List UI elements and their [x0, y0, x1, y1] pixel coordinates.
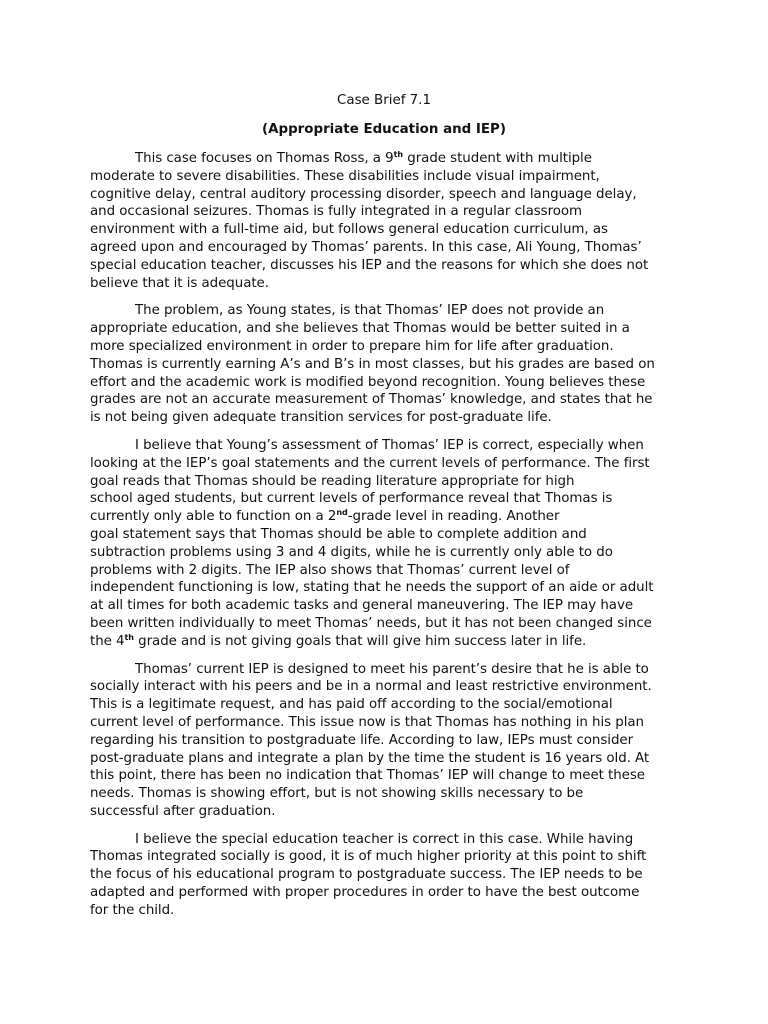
line-text: regarding his transition to postgraduate life. According to law, IEPs must consider [90, 732, 634, 748]
body-paragraph [90, 661, 690, 821]
paragraph-line [90, 338, 690, 356]
ordinal-superscript: th [393, 150, 404, 159]
line-text: cognitive delay, central auditory processing disorder, speech and language delay, [90, 186, 637, 202]
body-paragraph [90, 150, 690, 292]
paragraph-line [90, 320, 690, 338]
paragraph-line [90, 150, 690, 168]
paragraph-line [90, 409, 690, 427]
paragraph-line [90, 831, 690, 849]
line-text: The problem, as Young states, is that Thomas’ IEP does not provide an [135, 303, 605, 319]
line-text: this point, there has been no indication that Thomas’ IEP will change to meet these [90, 768, 645, 784]
paragraph-line [90, 866, 690, 884]
paragraph-line [90, 203, 690, 221]
line-text: more specialized environment in order to prepare him for life after graduation. [90, 338, 614, 354]
paragraph-line [90, 356, 690, 374]
paragraph-line [90, 455, 690, 473]
paragraph-line [90, 803, 690, 821]
ordinal-superscript: th [124, 632, 134, 642]
paragraph-line [90, 168, 690, 186]
paragraph-line [90, 508, 690, 526]
paragraph-line [90, 302, 690, 320]
paragraph-line [90, 437, 690, 455]
line-text: the focus of his educational program to postgraduate success. The IEP needs to be [90, 867, 643, 883]
line-text: successful after graduation. [90, 803, 276, 819]
line-text: problems with 2 digits. The IEP also shows that Thomas’ current level of [90, 562, 570, 578]
paragraph-line [90, 257, 690, 275]
line-text: special education teacher, discusses his IEP and the reasons for which she does not [90, 257, 649, 273]
line-text: post-graduate plans and integrate a plan by the time the student is 16 years old. At [90, 750, 650, 766]
line-text: moderate to severe disabilities. These disabilities include visual impairment, [90, 168, 600, 184]
document-title: Case Brief 7.1 [337, 93, 431, 108]
line-text: environment with a full-time aid, but follows general education curriculum, as [90, 222, 608, 238]
paragraph-line [90, 696, 690, 714]
paragraph-line [90, 678, 690, 696]
body-paragraph [90, 831, 690, 920]
line-text: socially interact with his peers and be in a normal and least restrictive environment. [90, 679, 652, 695]
paragraph-line [90, 221, 690, 239]
line-text: goal reads that Thomas should be reading literature appropriate for high [90, 473, 575, 489]
line-text: I believe the special education teacher is correct in this case. While having [135, 831, 634, 847]
line-text: grade and is not giving goals that will give him success later in life. [133, 633, 587, 649]
paragraph-line [90, 473, 690, 491]
line-text: school aged students, but current levels of performance reveal that Thomas is [90, 491, 613, 507]
line-text: agreed upon and encouraged by Thomas’ parents. In this case, Ali Young, Thomas’ [90, 239, 642, 255]
line-text: looking at the IEP’s goal statements and the current levels of performance. The first [90, 455, 650, 471]
paragraph-line [90, 633, 690, 651]
paragraph-line [90, 750, 690, 768]
paragraph-line [90, 275, 690, 293]
paragraph-line [90, 714, 690, 732]
line-text: believe that it is adequate. [90, 275, 269, 291]
paragraph-line [90, 562, 690, 580]
line-text: I believe that Young’s assessment of Thomas’ IEP is correct, especially when [135, 437, 644, 453]
paragraph-line [90, 239, 690, 257]
paragraph-line [90, 884, 690, 902]
paragraph-line [90, 767, 690, 785]
paragraph-line [90, 186, 690, 204]
paragraph-line [90, 544, 690, 562]
line-text: needs. Thomas is showing effort, but is not showing skills necessary to be [90, 786, 584, 802]
line-text: subtraction problems using 3 and 4 digits, while he is currently only able to do [90, 544, 613, 560]
document-body [90, 150, 690, 930]
line-text: Thomas integrated socially is good, it is of much higher priority at this point to shift [90, 849, 647, 865]
line-text: effort and the academic work is modified beyond recognition. Young believes these [90, 374, 646, 390]
line-text: grade student with multiple [403, 151, 592, 166]
paragraph-line [90, 785, 690, 803]
paragraph-line [90, 597, 690, 615]
line-text: is not being given adequate transition services for post-graduate life. [90, 410, 552, 426]
document-subtitle: (Appropriate Education and IEP) [262, 122, 506, 137]
line-text: Thomas’ current IEP is designed to meet his parent’s desire that he is able to [135, 661, 649, 677]
line-text: This case focuses on Thomas Ross, a 9 [135, 151, 394, 166]
line-text: at all times for both academic tasks and general maneuvering. The IEP may have [90, 598, 634, 614]
body-paragraph [90, 437, 690, 651]
ordinal-superscript: nd [336, 508, 348, 518]
paragraph-line [90, 579, 690, 597]
paragraph-line [90, 391, 690, 409]
line-text: independent functioning is low, stating that he needs the support of an aide or adult [90, 580, 654, 596]
line-text: and occasional seizures. Thomas is fully integrated in a regular classroom [90, 204, 583, 220]
line-text: the 4 [90, 633, 125, 649]
paragraph-line [90, 848, 690, 866]
paragraph-line [90, 374, 690, 392]
line-text: This is a legitimate request, and has paid off according to the social/emotional [90, 697, 613, 713]
paragraph-line [90, 615, 690, 633]
paragraph-line [90, 732, 690, 750]
line-text: for the child. [90, 902, 175, 918]
paragraph-line [90, 490, 690, 508]
line-text: been written individually to meet Thomas’ needs, but it has not been changed since [90, 615, 652, 631]
line-text: Thomas is currently earning A’s and B’s in most classes, but his grades are based on [90, 356, 655, 372]
paragraph-line [90, 526, 690, 544]
line-text: adapted and performed with proper procedures in order to have the best outcome [90, 885, 640, 901]
line-text: grades are not an accurate measurement of Thomas’ knowledge, and states that he [90, 392, 653, 408]
line-text: goal statement says that Thomas should be able to complete addition and [90, 526, 587, 542]
paragraph-line [90, 661, 690, 679]
body-paragraph [90, 302, 690, 427]
line-text: currently only able to function on a 2 [90, 509, 337, 525]
line-text: current level of performance. This issue now is that Thomas has nothing in his plan [90, 714, 644, 730]
line-text: appropriate education, and she believes that Thomas would be better suited in a [90, 321, 630, 337]
line-text: -grade level in reading. Another [347, 509, 560, 525]
paragraph-line [90, 902, 690, 920]
